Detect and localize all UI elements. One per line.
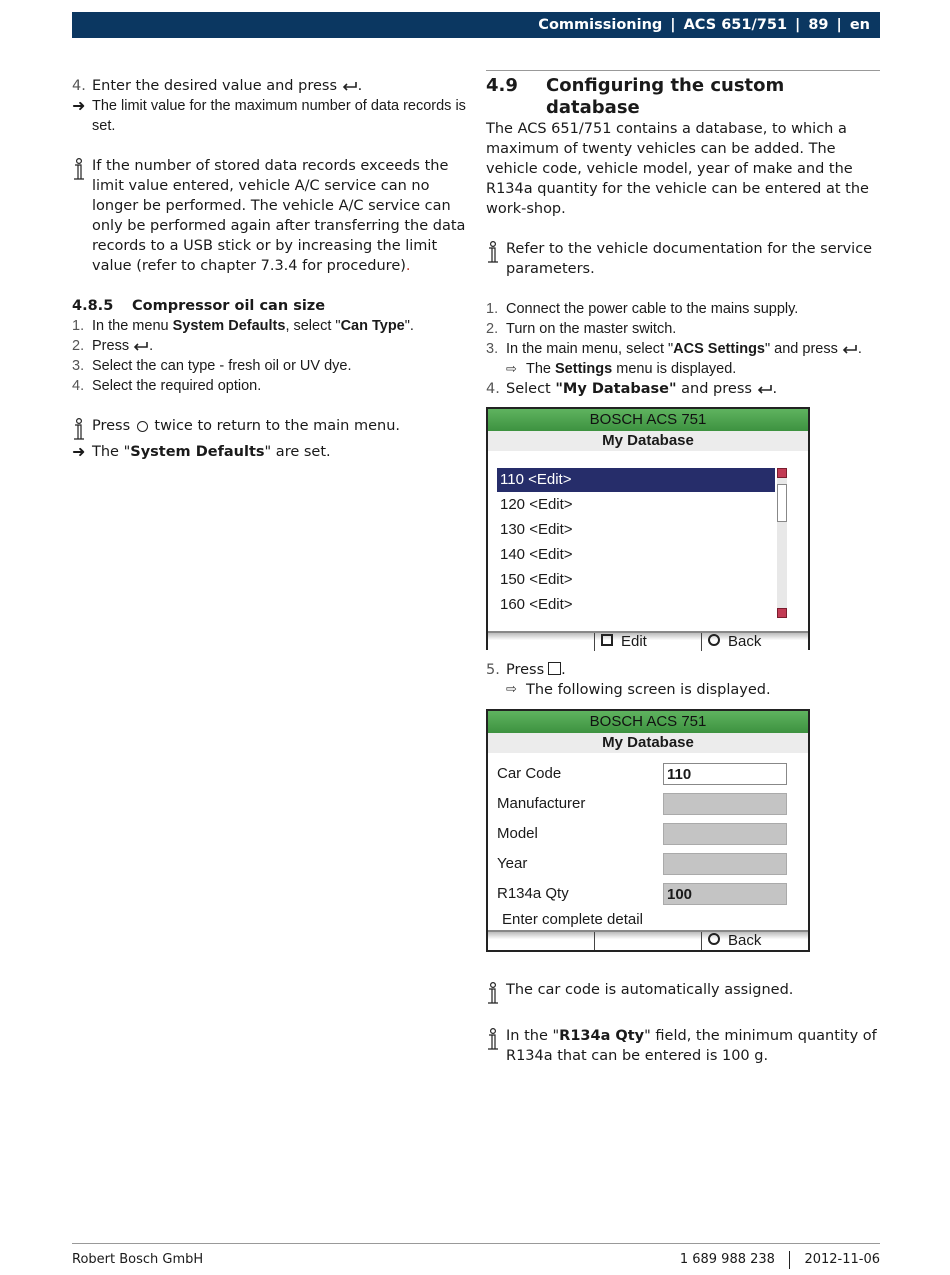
subsection-title: Compressor oil can size — [132, 298, 326, 314]
year-row — [488, 849, 808, 879]
scrollbar[interactable] — [777, 468, 787, 618]
section-intro: The ACS 651/751 contains a database, to which a maximum of twenty vehicles can be added. The vehicle code, vehicle model, year of make and the R134a quantity for the vehicle can be entered at the work-shop. — [486, 121, 869, 217]
step-result — [486, 680, 880, 700]
info-note — [486, 1026, 880, 1066]
field-label: Car Code — [497, 765, 562, 782]
model-row — [488, 819, 808, 849]
step-text: , select " — [285, 318, 341, 334]
step-text: Press — [92, 338, 130, 354]
model-field[interactable] — [663, 823, 787, 845]
info-note-text: Refer to the vehicle documentation for the service parameters. — [506, 241, 873, 277]
step-number: 1. — [486, 301, 499, 317]
softkey-bar — [488, 930, 808, 950]
result-line — [72, 442, 472, 462]
step-text: Select the can type - fresh oil or UV dye. — [92, 358, 352, 374]
result-arrow-icon: ➜ — [72, 96, 86, 115]
step-text: and press — [676, 381, 752, 397]
footer-divider — [789, 1251, 791, 1269]
footer-company: Robert Bosch GmbH — [72, 1252, 204, 1267]
info-note-dot: . — [405, 258, 411, 274]
screen-subtitle: My Database — [488, 733, 808, 753]
footer-doc-number: 1 689 988 238 — [679, 1252, 775, 1267]
list-item[interactable]: 110 <Edit> — [497, 468, 775, 492]
enter-key-icon — [842, 344, 858, 354]
info-note — [486, 980, 880, 1006]
result-line — [72, 96, 472, 136]
list-item[interactable]: 130 <Edit> — [500, 521, 573, 538]
softkey-label: Back — [728, 932, 762, 949]
info-icon — [486, 1026, 506, 1052]
menu-name: Settings — [555, 361, 613, 377]
device-screen-database-list — [486, 407, 810, 650]
step-number: 3. — [486, 341, 499, 357]
step-number: 1. — [72, 318, 85, 334]
menu-name: ACS Settings — [673, 341, 765, 357]
list-item — [72, 356, 472, 376]
square-key-icon — [548, 662, 561, 675]
header-separator: | — [795, 17, 801, 33]
r134a-qty-field[interactable]: 100 — [663, 883, 787, 905]
info-icon — [486, 239, 506, 265]
step-text: In the main menu, select " — [506, 341, 674, 357]
back-softkey[interactable] — [702, 633, 808, 651]
footer-date: 2012-11-06 — [804, 1252, 880, 1267]
edit-softkey[interactable] — [595, 633, 702, 651]
car-code-field[interactable]: 110 — [663, 763, 787, 785]
info-note-text: Press — [92, 418, 131, 434]
page-header-bar — [72, 12, 880, 38]
info-icon — [486, 980, 506, 1006]
list-item: 2. Press . — [72, 338, 154, 354]
right-column — [486, 70, 880, 1066]
result-text: The following screen is displayed. — [526, 682, 771, 698]
car-code-row — [488, 759, 808, 789]
header-separator: | — [836, 17, 842, 33]
field-label: R134a Qty — [497, 885, 569, 902]
step-number: 2. — [72, 338, 85, 354]
subsection-number: 4.8.5 — [72, 298, 114, 314]
option-name: Can Type — [340, 318, 405, 334]
hollow-arrow-icon: ⇨ — [506, 682, 517, 697]
section-heading — [486, 75, 880, 119]
circle-key-icon — [137, 421, 148, 432]
screen-title: BOSCH ACS 751 — [488, 711, 808, 733]
year-field[interactable] — [663, 853, 787, 875]
list-item[interactable]: 140 <Edit> — [500, 546, 573, 563]
result-text: menu is displayed. — [612, 361, 737, 377]
page-footer — [72, 1250, 880, 1270]
status-message: Enter complete detail — [502, 911, 643, 928]
step-number: 4. — [72, 78, 86, 94]
info-note-text: twice to return to the main menu. — [154, 418, 401, 434]
left-column — [72, 76, 472, 462]
result-text: " are set. — [264, 444, 331, 460]
softkey-label: Back — [728, 633, 762, 650]
square-key-icon — [601, 634, 613, 646]
menu-name: "My Database" — [555, 381, 677, 397]
screen-subtitle: My Database — [488, 431, 808, 451]
section-rule — [486, 70, 880, 71]
step-text: Turn on the master switch. — [506, 321, 677, 337]
list-item — [72, 316, 472, 336]
manufacturer-field[interactable] — [663, 793, 787, 815]
section-number: 4.9 — [486, 75, 518, 96]
menu-name: System Defaults — [172, 318, 286, 334]
device-screen-database-edit — [486, 709, 810, 952]
result-text: The — [526, 361, 556, 377]
circle-key-icon — [708, 933, 720, 945]
step-number: 4. — [486, 381, 500, 397]
step-4: 4. Enter the desired value and press . — [72, 78, 363, 94]
circle-key-icon — [708, 634, 720, 646]
info-note — [72, 416, 472, 442]
step-text: Enter the desired value and press — [92, 78, 337, 94]
field-label: Model — [497, 825, 538, 842]
step-text: Connect the power cable to the mains supply. — [506, 301, 799, 317]
back-softkey[interactable] — [702, 932, 808, 950]
scroll-down-icon[interactable] — [777, 608, 787, 618]
info-icon — [72, 156, 92, 182]
softkey-label: Edit — [621, 633, 647, 650]
list-item: 4. Select "My Database" and press . — [486, 381, 778, 397]
result-text: The " — [92, 444, 131, 460]
enter-key-icon — [133, 341, 149, 351]
step-text: ". — [404, 318, 414, 334]
info-note — [72, 156, 472, 276]
info-note — [486, 239, 880, 279]
header-model: ACS 651/751 — [683, 17, 788, 33]
info-note-text: If the number of stored data records exceeds the limit value entered, vehicle A/C service can no longer be performed. The vehicle A/C service can only be performed again after transferring the data records to a USB stick or by increasing the limit value (refer to chapter 7.3.4 for procedure) — [92, 158, 466, 274]
step-result — [486, 359, 880, 379]
softkey-left[interactable] — [488, 932, 595, 950]
info-icon — [72, 416, 92, 442]
step-number: 5. — [486, 662, 500, 678]
list-item — [72, 376, 472, 396]
list-item[interactable]: 160 <Edit> — [500, 596, 573, 613]
info-note-text: In the " — [506, 1028, 560, 1044]
header-page-number: 89 — [808, 17, 829, 33]
softkey-bar — [488, 631, 808, 651]
step-text: Press — [506, 662, 545, 678]
result-text: The limit value for the maximum number of data records is set. — [92, 98, 466, 134]
list-item[interactable]: 150 <Edit> — [500, 571, 573, 588]
step-number: 3. — [72, 358, 85, 374]
enter-key-icon — [757, 384, 773, 394]
list-item: 5. Press . — [486, 662, 566, 678]
database-list — [488, 451, 808, 631]
hollow-arrow-icon: ⇨ — [506, 361, 517, 376]
list-item — [486, 299, 880, 319]
softkey-left[interactable] — [488, 633, 595, 651]
list-item — [486, 319, 880, 339]
step-text: Select the required option. — [92, 378, 262, 394]
footer-rule — [72, 1243, 880, 1244]
result-arrow-icon: ➜ — [72, 442, 86, 461]
subsection-heading — [72, 296, 472, 316]
field-label: Year — [497, 855, 528, 872]
field-label: Manufacturer — [497, 795, 586, 812]
section-title: Configuring the custom database — [546, 75, 785, 118]
step-number: 4. — [72, 378, 85, 394]
manufacturer-row — [488, 789, 808, 819]
info-note-text: The car code is automatically assigned. — [506, 982, 794, 998]
info-note-text: " field, the minimum quantity of R134a that can be entered is 100 g. — [506, 1028, 877, 1064]
scroll-thumb[interactable] — [777, 484, 787, 522]
step-number: 2. — [486, 321, 499, 337]
field-name: R134a Qty — [559, 1028, 645, 1044]
header-language: en — [849, 17, 870, 33]
softkey-middle[interactable] — [595, 932, 702, 950]
step-text: In the menu — [92, 318, 173, 334]
header-section: Commissioning — [538, 17, 663, 33]
enter-key-icon — [342, 81, 358, 91]
step-text: " and press — [765, 341, 838, 357]
step-text: Select — [506, 381, 556, 397]
screen-title: BOSCH ACS 751 — [488, 409, 808, 431]
r134a-qty-row — [488, 879, 808, 909]
scroll-up-icon[interactable] — [777, 468, 787, 478]
header-separator: | — [670, 17, 676, 33]
list-item[interactable]: 120 <Edit> — [500, 496, 573, 513]
list-item: 3. In the main menu, select "ACS Settings" and press . — [486, 341, 862, 357]
menu-name: System Defaults — [130, 444, 265, 460]
